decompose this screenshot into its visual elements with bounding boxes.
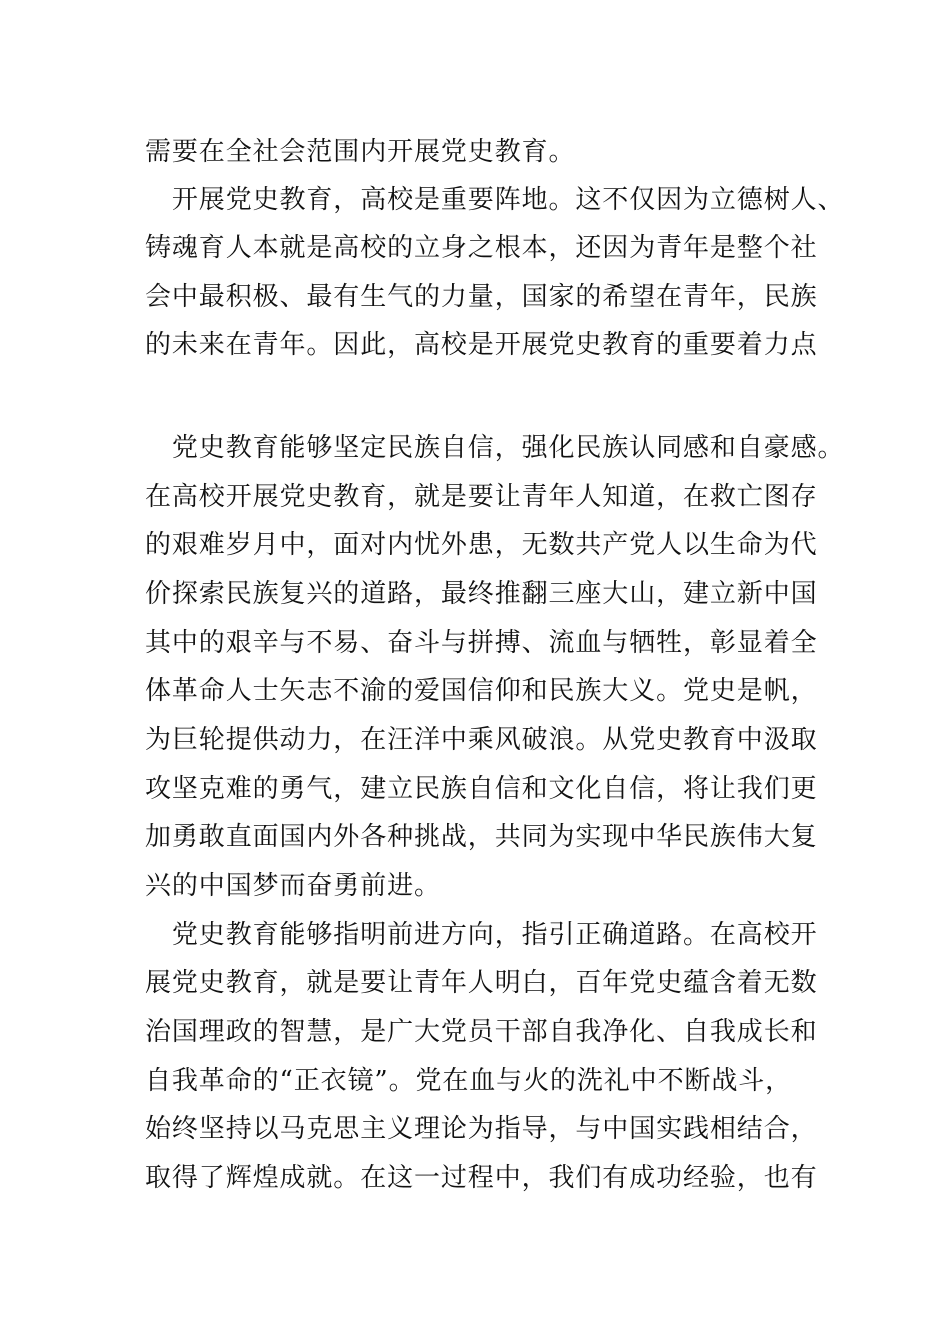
text-line: 攻坚克难的勇气，建立民族自信和文化自信，将让我们更 xyxy=(145,774,818,804)
text-line: 铸魂育人本就是高校的立身之根本，还因为青年是整个社 xyxy=(145,233,818,263)
text-line: 取得了辉煌成就。在这一过程中，我们有成功经验，也有 xyxy=(145,1163,818,1193)
text-line: 体革命人士矢志不渝的爱国信仰和民族大义。党史是帆， xyxy=(145,676,818,706)
text-line: 自我革命的“正衣镜”。党在血与火的洗礼中不断战斗， xyxy=(145,1066,793,1096)
text-line: 党史教育能够指明前进方向，指引正确道路。在高校开 xyxy=(145,920,818,950)
text-line: 的未来在青年。因此，高校是开展党史教育的重要着力点 xyxy=(145,330,818,360)
text-line: 党史教育能够坚定民族自信，强化民族认同感和自豪感。 xyxy=(145,433,845,463)
text-line: 始终坚持以马克思主义理论为指导，与中国实践相结合， xyxy=(145,1114,818,1144)
text-line: 治国理政的智慧，是广大党员干部自我净化、自我成长和 xyxy=(145,1017,818,1047)
text-line: 加勇敢直面国内外各种挑战，共同为实现中华民族伟大复 xyxy=(145,822,818,852)
text-line: 为巨轮提供动力，在汪洋中乘风破浪。从党史教育中汲取 xyxy=(145,725,818,755)
text-line: 在高校开展党史教育，就是要让青年人知道，在救亡图存 xyxy=(145,482,818,512)
text-line: 其中的艰辛与不易、奋斗与拼搏、流血与牺牲，彰显着全 xyxy=(145,628,818,658)
text-line: 需要在全社会范围内开展党史教育。 xyxy=(145,137,576,167)
text-line: 开展党史教育，高校是重要阵地。这不仅因为立德树人、 xyxy=(145,185,845,215)
text-line: 兴的中国梦而奋勇前进。 xyxy=(145,871,441,901)
text-line: 的艰难岁月中，面对内忧外患，无数共产党人以生命为代 xyxy=(145,530,818,560)
text-line: 会中最积极、最有生气的力量，国家的希望在青年，民族 xyxy=(145,282,818,312)
text-line: 价探索民族复兴的道路，最终推翻三座大山，建立新中国 xyxy=(145,579,818,609)
text-line: 展党史教育，就是要让青年人明白，百年党史蕴含着无数 xyxy=(145,968,818,998)
